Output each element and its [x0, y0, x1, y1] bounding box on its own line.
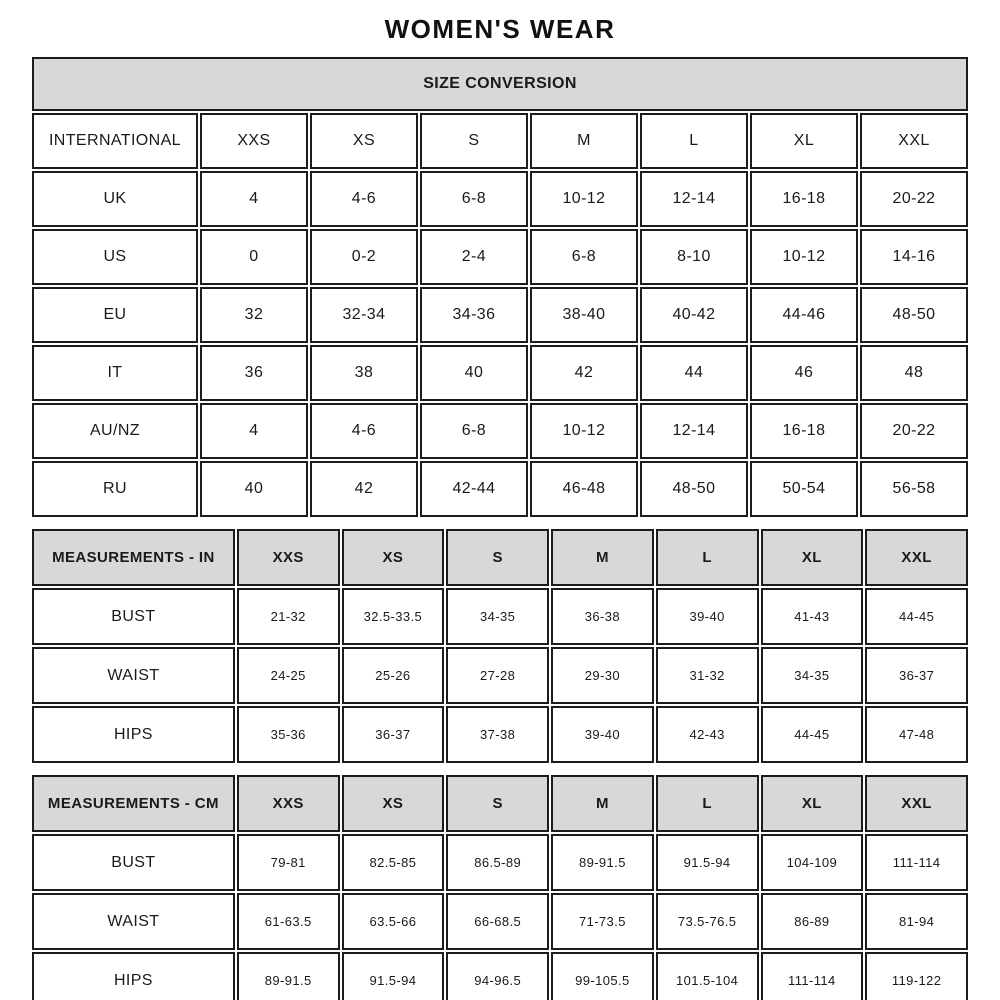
cell: 41-43 — [761, 588, 864, 645]
cell: 111-114 — [761, 952, 864, 1000]
cell: 6-8 — [420, 403, 528, 459]
cell: 10-12 — [530, 171, 638, 227]
cell: 89-91.5 — [551, 834, 654, 891]
table-row-waist — [32, 893, 968, 950]
cell: 48-50 — [860, 287, 968, 343]
column-header-xxs: XXS — [237, 775, 340, 832]
table-row-bust — [32, 834, 968, 891]
cell: 42 — [530, 345, 638, 401]
row-label: IT — [32, 345, 198, 401]
cell: 4 — [200, 403, 308, 459]
cell: 20-22 — [860, 171, 968, 227]
cell: 82.5-85 — [342, 834, 445, 891]
cell: 0 — [200, 229, 308, 285]
measurements-in-header: MEASUREMENTS - IN — [32, 529, 235, 586]
cell: 66-68.5 — [446, 893, 549, 950]
cell: 37-38 — [446, 706, 549, 763]
column-header-m: M — [551, 529, 654, 586]
cell: 16-18 — [750, 171, 858, 227]
size-conversion-header: SIZE CONVERSION — [32, 57, 968, 111]
cell: 38-40 — [530, 287, 638, 343]
cell: 39-40 — [551, 706, 654, 763]
cell: 73.5-76.5 — [656, 893, 759, 950]
column-header-international: INTERNATIONAL — [32, 113, 198, 169]
cell: 14-16 — [860, 229, 968, 285]
column-header-l: L — [640, 113, 748, 169]
cell: 4-6 — [310, 403, 418, 459]
cell: 50-54 — [750, 461, 858, 517]
cell: 119-122 — [865, 952, 968, 1000]
cell: 32-34 — [310, 287, 418, 343]
column-header-xxs: XXS — [200, 113, 308, 169]
cell: 86-89 — [761, 893, 864, 950]
cell: 46-48 — [530, 461, 638, 517]
cell: 44-45 — [761, 706, 864, 763]
measurements-cm-header: MEASUREMENTS - CM — [32, 775, 235, 832]
cell: 40-42 — [640, 287, 748, 343]
row-label: UK — [32, 171, 198, 227]
table-row-eu — [32, 287, 968, 343]
cell: 44 — [640, 345, 748, 401]
cell: 48 — [860, 345, 968, 401]
table-row-waist — [32, 647, 968, 704]
table-row-bust — [32, 588, 968, 645]
table-row — [32, 529, 968, 586]
cell: 34-35 — [446, 588, 549, 645]
cell: 36-38 — [551, 588, 654, 645]
cell: 12-14 — [640, 403, 748, 459]
cell: 12-14 — [640, 171, 748, 227]
column-header-xl: XL — [750, 113, 858, 169]
row-label: EU — [32, 287, 198, 343]
table-row-aunz — [32, 403, 968, 459]
cell: 2-4 — [420, 229, 528, 285]
column-header-xs: XS — [310, 113, 418, 169]
cell: 42 — [310, 461, 418, 517]
cell: 56-58 — [860, 461, 968, 517]
row-label: BUST — [32, 588, 235, 645]
cell: 86.5-89 — [446, 834, 549, 891]
cell: 29-30 — [551, 647, 654, 704]
column-header-xs: XS — [342, 775, 445, 832]
cell: 104-109 — [761, 834, 864, 891]
cell: 42-43 — [656, 706, 759, 763]
cell: 0-2 — [310, 229, 418, 285]
cell: 39-40 — [656, 588, 759, 645]
cell: 35-36 — [237, 706, 340, 763]
cell: 99-105.5 — [551, 952, 654, 1000]
table-row-ru — [32, 461, 968, 517]
column-header-xxl: XXL — [860, 113, 968, 169]
cell: 34-35 — [761, 647, 864, 704]
cell: 38 — [310, 345, 418, 401]
column-header-m: M — [530, 113, 638, 169]
cell: 25-26 — [342, 647, 445, 704]
cell: 101.5-104 — [656, 952, 759, 1000]
cell: 34-36 — [420, 287, 528, 343]
cell: 10-12 — [750, 229, 858, 285]
cell: 40 — [420, 345, 528, 401]
cell: 24-25 — [237, 647, 340, 704]
row-label: HIPS — [32, 952, 235, 1000]
row-label: BUST — [32, 834, 235, 891]
cell: 42-44 — [420, 461, 528, 517]
cell: 44-45 — [865, 588, 968, 645]
table-row — [32, 57, 968, 111]
cell: 91.5-94 — [656, 834, 759, 891]
row-label: WAIST — [32, 893, 235, 950]
column-header-s: S — [446, 529, 549, 586]
measurements-cm-table — [30, 773, 970, 1000]
cell: 47-48 — [865, 706, 968, 763]
column-header-s: S — [420, 113, 528, 169]
column-header-l: L — [656, 529, 759, 586]
cell: 6-8 — [530, 229, 638, 285]
cell: 44-46 — [750, 287, 858, 343]
column-header-xl: XL — [761, 775, 864, 832]
cell: 21-32 — [237, 588, 340, 645]
row-label: WAIST — [32, 647, 235, 704]
column-header-xl: XL — [761, 529, 864, 586]
row-label: AU/NZ — [32, 403, 198, 459]
column-header-xs: XS — [342, 529, 445, 586]
cell: 91.5-94 — [342, 952, 445, 1000]
cell: 63.5-66 — [342, 893, 445, 950]
cell: 32 — [200, 287, 308, 343]
table-row — [32, 113, 968, 169]
column-header-xxs: XXS — [237, 529, 340, 586]
cell: 6-8 — [420, 171, 528, 227]
column-header-s: S — [446, 775, 549, 832]
table-row-hips — [32, 952, 968, 1000]
cell: 36 — [200, 345, 308, 401]
cell: 40 — [200, 461, 308, 517]
cell: 10-12 — [530, 403, 638, 459]
cell: 61-63.5 — [237, 893, 340, 950]
cell: 79-81 — [237, 834, 340, 891]
cell: 71-73.5 — [551, 893, 654, 950]
row-label: HIPS — [32, 706, 235, 763]
column-header-xxl: XXL — [865, 775, 968, 832]
table-row-hips — [32, 706, 968, 763]
table-row — [32, 775, 968, 832]
page-title: WOMEN'S WEAR — [384, 14, 616, 44]
cell: 16-18 — [750, 403, 858, 459]
column-header-l: L — [656, 775, 759, 832]
cell: 46 — [750, 345, 858, 401]
cell: 27-28 — [446, 647, 549, 704]
cell: 81-94 — [865, 893, 968, 950]
table-row-it — [32, 345, 968, 401]
cell: 94-96.5 — [446, 952, 549, 1000]
cell: 4 — [200, 171, 308, 227]
cell: 4-6 — [310, 171, 418, 227]
cell: 8-10 — [640, 229, 748, 285]
cell: 48-50 — [640, 461, 748, 517]
measurements-in-table — [30, 527, 970, 765]
column-header-xxl: XXL — [865, 529, 968, 586]
cell: 111-114 — [865, 834, 968, 891]
table-row-us — [32, 229, 968, 285]
cell: 89-91.5 — [237, 952, 340, 1000]
cell: 31-32 — [656, 647, 759, 704]
cell: 20-22 — [860, 403, 968, 459]
row-label: RU — [32, 461, 198, 517]
row-label: US — [32, 229, 198, 285]
column-header-m: M — [551, 775, 654, 832]
cell: 36-37 — [342, 706, 445, 763]
table-row-uk — [32, 171, 968, 227]
cell: 36-37 — [865, 647, 968, 704]
cell: 32.5-33.5 — [342, 588, 445, 645]
size-conversion-table — [30, 55, 970, 519]
